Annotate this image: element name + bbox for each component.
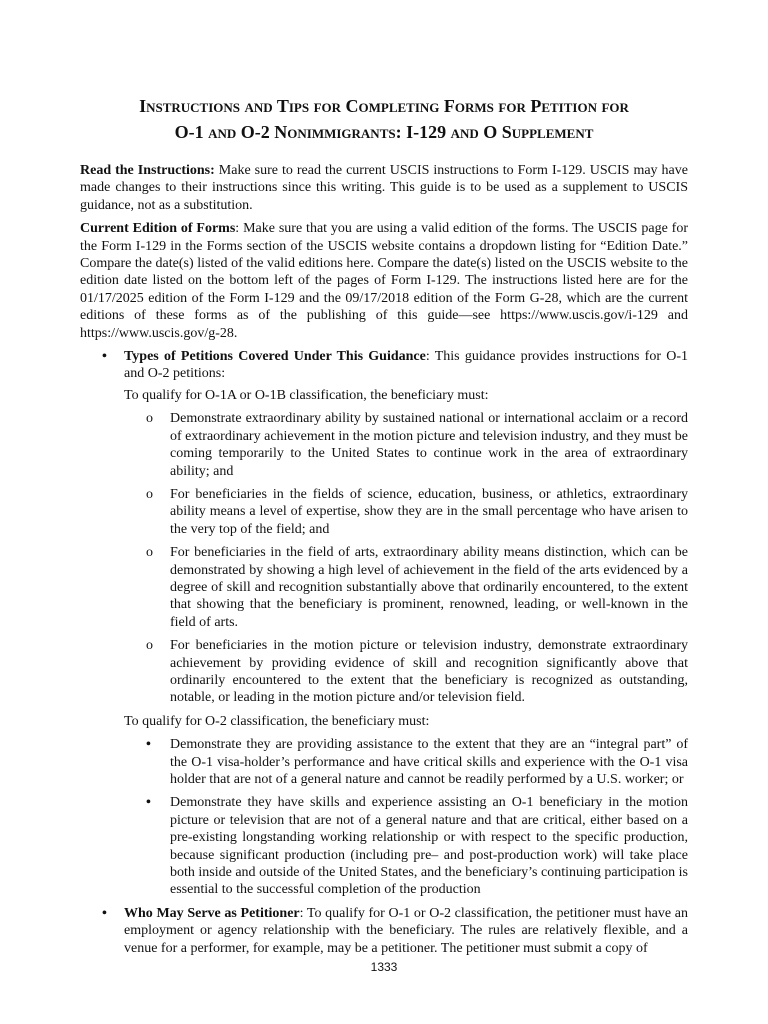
bullet-icon: •	[102, 349, 107, 365]
who-may-serve-item	[80, 905, 688, 957]
list-item	[124, 794, 688, 898]
types-lead: Types of Petitions Covered Under This Guidance	[124, 349, 426, 365]
title-line-2: O-1 and O-2 Nonimmigrants: I-129 and O Supplement	[174, 122, 594, 142]
document-title	[80, 93, 688, 145]
circle-bullet-icon: o	[146, 486, 153, 502]
list-item-text: For beneficiaries in the fields of science, education, business, or athletics, extraordinary ability means a level of expertise, show they are in the small percentage who have arisen to the very top of the field; and	[170, 486, 688, 537]
list-item-text: For beneficiaries in the motion picture or television industry, demonstrate extraordinary achievement by providing evidence of skill and recognition significantly above that ordinarily encountered to the extent that the beneficiary is recognized as outstanding, notable, or leading in the motion picture and/or television field.	[170, 638, 688, 706]
circle-bullet-icon: o	[146, 411, 153, 427]
list-item-text: Demonstrate they are providing assistance to the extent that they are an “integral part” of the O-1 visa-holder’s performance and have critical skills and experience with the O-1 visa holder that are not of a general nature and cannot be readily performed by a U.S. worker; or	[170, 737, 688, 787]
circle-bullet-icon: o	[146, 545, 153, 561]
types-of-petitions-item	[80, 348, 688, 899]
list-item	[124, 736, 688, 788]
main-bullet-list	[80, 348, 688, 957]
types-paragraph	[124, 348, 688, 383]
o2-requirements-list	[124, 736, 688, 899]
circle-bullet-icon: o	[146, 638, 153, 654]
list-item	[124, 486, 688, 538]
types-text: : This guidance provides instructions for O-1 and O-2 petitions:	[124, 349, 688, 382]
current-edition-text: : Make sure that you are using a valid edition of the forms. The USCIS page for the Form I-129 in the Forms section of the USCIS website contains a dropdown listing for “Edition Date.” Compare the date(s) listed of the valid editions here. Compare the date(s) listed on the USCIS website to the edition date listed on the bottom left of the pages of Form I-129. The instructions listed here are for the 01/17/2025 edition of the Form I-129 and the 09/17/2018 edition of the Form G-28, which are the current editions of these forms as of the publishing of this guide—see https://www.uscis.gov/i-129 and https://www.uscis.gov/g-28.	[80, 221, 688, 341]
list-item-text: For beneficiaries in the field of arts, extraordinary ability means distinction, which can be demonstrated by showing a high level of achievement in the field of the arts evidenced by a degree of skill and recognition substantially above that ordinarily encountered, to the extent that showing that the beneficiary is prominent, renowned, leading, or well-known in the field of arts.	[170, 545, 688, 630]
read-instructions-paragraph	[80, 162, 688, 214]
list-item-text: Demonstrate they have skills and experience assisting an O-1 beneficiary in the motion picture or television that are not of a general nature and that are critical, either based on a pre-existing longstanding working relationship or with respect to the specific production, because significant production (including pre– and post-production work) will take place both inside and outside of the United States, and the beneficiary’s continuing participation is essential to the successful completion of the production	[170, 795, 688, 898]
bullet-icon: •	[146, 795, 151, 811]
list-item	[124, 410, 688, 480]
bullet-icon: •	[102, 905, 107, 921]
list-item	[124, 637, 688, 707]
document-body	[80, 162, 688, 963]
petitioner-paragraph	[124, 905, 688, 957]
o1-requirements-list	[124, 410, 688, 707]
read-instructions-lead: Read the Instructions:	[80, 163, 215, 178]
title-line-1: Instructions and Tips for Completing Forms for Petition for	[139, 96, 629, 116]
petitioner-text: : To qualify for O-1 or O-2 classification, the petitioner must have an employment or agency relationship with the beneficiary. The rules are relatively flexible, and a venue for a performer, for example, may be a petitioner. The petitioner must submit a copy of	[124, 905, 688, 956]
page-number: 1333	[370, 960, 398, 974]
read-instructions-text: Make sure to read the current USCIS instructions to Form I-129. USCIS may have made changes to their instructions since this writing. This guide is to be used as a supplement to USCIS guidance, not as a substitution.	[80, 163, 688, 213]
bullet-icon: •	[146, 737, 151, 753]
o1-intro: To qualify for O-1A or O-1B classification, the beneficiary must:	[124, 387, 489, 403]
current-edition-paragraph	[80, 220, 688, 342]
o2-intro: To qualify for O-2 classification, the beneficiary must:	[124, 713, 430, 729]
list-item-text: Demonstrate extraordinary ability by sustained national or international acclaim or a record of extraordinary achievement in the motion picture and television industry, and they must be coming temporarily to the United States to continue work in the area of extraordinary ability; and	[170, 411, 688, 479]
petitioner-lead: Who May Serve as Petitioner	[124, 905, 300, 921]
list-item	[124, 544, 688, 631]
current-edition-lead: Current Edition of Forms	[80, 221, 236, 237]
